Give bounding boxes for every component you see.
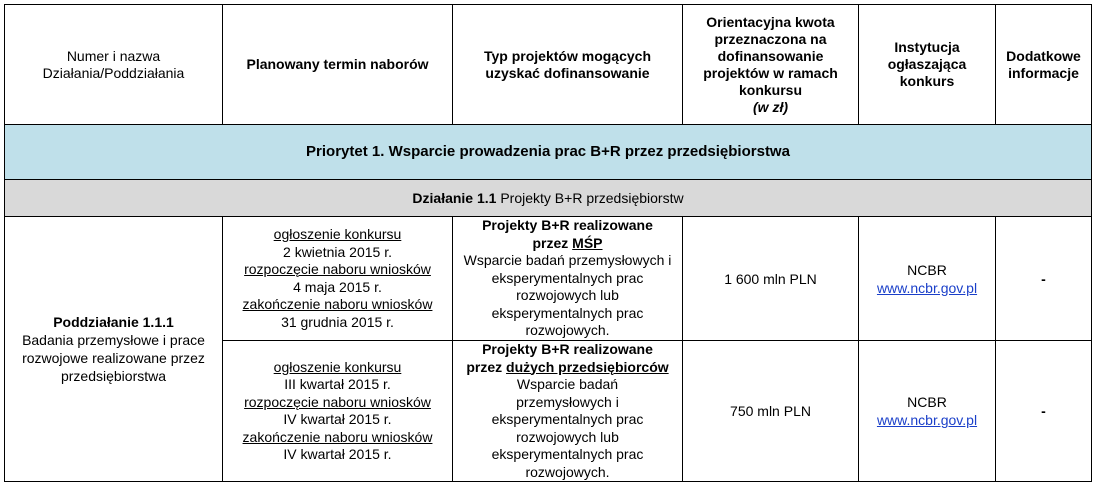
project-type-title-prefix: przez xyxy=(532,234,573,251)
header-action-name: Numer i nazwa Działania/Poddziałania xyxy=(5,5,223,125)
institution-cell xyxy=(859,217,996,341)
announcement-date: 2 kwietnia 2015 r. xyxy=(283,243,392,260)
institution-cell xyxy=(859,341,996,482)
project-type-beneficiary: MŚP xyxy=(572,234,603,251)
amount-cell: 1 600 mln PLN xyxy=(683,217,859,341)
project-type-title: Projekty B+R realizowane xyxy=(482,341,653,357)
announcement-label: ogłoszenie konkursu xyxy=(273,358,402,375)
call-start-label: rozpoczęcie naboru wniosków xyxy=(244,261,431,277)
priority-row xyxy=(5,125,1092,180)
call-end-date: IV kwartał 2015 r. xyxy=(283,446,392,462)
subaction-label: Poddziałanie 1.1.1 xyxy=(53,314,174,330)
announcement-date: III kwartał 2015 r. xyxy=(284,376,391,392)
action-row xyxy=(5,180,1092,217)
header-amount xyxy=(683,5,859,125)
header-extra-info: Dodatkowe informacje xyxy=(996,5,1092,125)
call-dates-cell xyxy=(223,217,453,341)
header-project-types: Typ projektów mogących uzyskać dofinansowanie xyxy=(453,5,683,125)
call-end-label: zakończenie naboru wniosków xyxy=(242,428,433,445)
project-type-description: Wsparcie badań przemysłowych i eksperymentalnych prac rozwojowych lub eksperymentalnych prac rozwojowych. xyxy=(491,376,644,480)
institution-link[interactable]: www.ncbr.gov.pl xyxy=(876,279,978,296)
priority-title: Priorytet 1. Wsparcie prowadzenia prac B+R przez przedsiębiorstwa xyxy=(5,125,1092,180)
subaction-cell xyxy=(5,217,223,482)
institution-name: NCBR xyxy=(907,261,947,278)
project-type-description: Wsparcie badań przemysłowych i eksperymentalnych prac rozwojowych lub eksperymentalnych prac rozwojowych. xyxy=(463,252,672,339)
action-name: Projekty B+R przedsiębiorstw xyxy=(496,190,684,206)
announcement-label: ogłoszenie konkursu xyxy=(273,226,402,242)
extra-info-cell: - xyxy=(996,217,1092,341)
action-label: Działanie 1.1 xyxy=(412,190,497,206)
institution-name: NCBR xyxy=(907,394,947,410)
call-start-date: 4 maja 2015 r. xyxy=(293,278,382,295)
call-start-label: rozpoczęcie naboru wniosków xyxy=(244,393,431,410)
project-type-cell xyxy=(453,217,683,341)
header-amount-unit: (w zł) xyxy=(753,98,788,115)
header-institution: Instytucja ogłaszająca konkurs xyxy=(859,5,996,125)
table-row xyxy=(5,217,1092,341)
project-type-title: Projekty B+R realizowane xyxy=(482,217,653,234)
institution-link[interactable]: www.ncbr.gov.pl xyxy=(876,412,978,428)
project-type-beneficiary: dużych przedsiębiorców xyxy=(506,358,669,375)
header-amount-text: Orientacyjna kwota przeznaczona na dofinansowanie projektów w ramach konkursu xyxy=(703,13,838,98)
call-dates-cell xyxy=(223,341,453,482)
header-row xyxy=(5,5,1092,125)
project-type-title-prefix: przez xyxy=(466,358,507,375)
header-call-dates: Planowany termin naborów xyxy=(223,5,453,125)
call-end-label: zakończenie naboru wniosków xyxy=(242,296,433,312)
calls-schedule-table xyxy=(4,4,1092,482)
extra-info-cell: - xyxy=(996,341,1092,482)
subaction-name: Badania przemysłowe i prace rozwojowe realizowane przez przedsiębiorstwa xyxy=(22,332,205,384)
action-title xyxy=(5,180,1092,217)
call-start-date: IV kwartał 2015 r. xyxy=(283,411,392,427)
call-end-date: 31 grudnia 2015 r. xyxy=(281,313,394,330)
amount-cell: 750 mln PLN xyxy=(683,341,859,482)
project-type-cell xyxy=(453,341,683,482)
